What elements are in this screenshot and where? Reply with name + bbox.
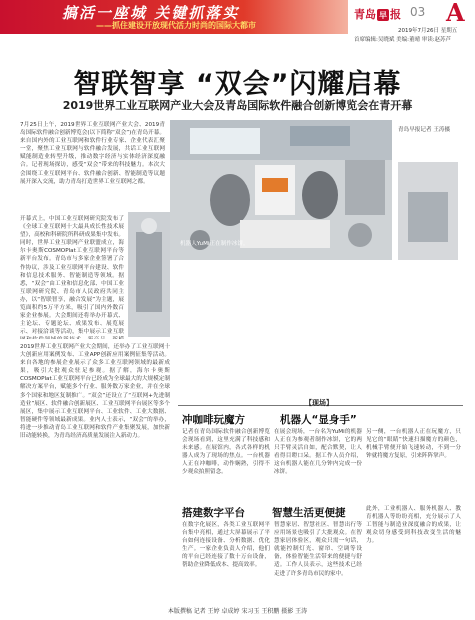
expo-photo [170,120,392,260]
page-headline: 智联智享 “双会”闪耀启幕 [73,69,402,100]
byline-footer: 本版撰稿 记者 王婷 卓成婷 宋习玉 王积鹏 摄影 王涛 [167,608,308,615]
section-letter: A [446,0,465,27]
subhead-digital-platform: 搭建数字平台 [182,507,245,519]
low-column-3: 此外，工业机器人、服务机器人、教育机器人等纷纷亮相，充分展示了人工智能与制造业深度融合的成果，让观众切身感受到科技改变生活的魅力。 [366,506,461,545]
logo-mark: 早 [379,10,387,20]
newspaper-logo [354,6,401,22]
left-lower-body-text: 2019世界工业互联网产业大会期间，还举办了工业互联网十大创新应用案例发布、工业APP创新应用案例征集等活动。来自各地的参展企业展示了众多工业互联网领域的最新成果，吸引大批观众驻足参观。据了解，海尔卡奥斯COSMOPlat工业互联网平台已经成为全球最大的大规模定制解决方案平台，赋能多个行业、服务数万家企业，并在全球多个国家和地区复制推广。“双会”还设立了“互联网+先进制造业”展区、软件融合创新展区、工业互联网平台展区等多个展区，集中展示工业互联网平台、工业软件、工业大数据、智能硬件等领域最新成果。业内人士表示，“双会”的举办，将进一步推动青岛工业互联网和软件产业集聚发展，加快新旧动能转换，为青岛经济高质量发展注入新动力。 [20,344,170,440]
logo-left: 青岛 [354,8,376,21]
logo-right: 报 [390,8,401,21]
subhead-robots-show: 机器人“显身手” [280,414,357,426]
mid-column-1: 记者在青岛国际软件融合创新博览会现场看到，这里充满了科技感和未来感。在展馆内，各式各样的机器人成为了现场的焦点。一台机器人正在冲咖啡，动作娴熟，引得不少观众拍照留念。 [182,429,270,476]
hidden-extra [20,597,21,598]
robot-photo-illustration [170,120,392,260]
subhead-coffee-rubik: 冲咖啡玩魔方 [182,414,245,426]
page-subheadline: 2019世界工业互联网产业大会及青岛国际软件融合创新博览会在青开幕 [62,99,413,112]
page-number: 03 [410,5,426,19]
photo-caption: 机器人YuMi正在制作冰饼。 [180,241,249,247]
top-slogan-banner [0,0,348,34]
low-column-2: 智慧家居、智慧社区、智慧出行等应用场景也吸引了大批观众。在智慧家居体验区，观众只需一句话，就能控制灯光、窗帘、空调等设备，体验智能生活带来的便捷与舒适。工作人员表示，这些技术已经走进了许多青岛市民的家中。 [274,522,362,577]
banner-subslogan: ——抓住建设开放现代活力时尚的国际大都市 [96,21,256,30]
side-caption: 青岛早报记者 王涛摄 [398,127,451,133]
subhead-smart-life: 智慧生活更便捷 [272,507,346,519]
section-tag: 【现场】 [305,399,333,407]
low-column-1: 在数字化展区，各类工业互联网平台集中亮相，通过大屏幕展示了平台如何连接设备、分析数据、优化生产。一家企业负责人介绍，他们的平台已经连接了数十万台设备，帮助企业降低成本、提高效率。 [182,522,270,569]
left-body-text: 开幕式上，中国工业互联网研究院发布了《全球工业互联网十大最具成长性技术展望》，高校和科研院所科研成果集中发布。同时，世界工业互联网产业联盟成立，海尔卡奥斯COSMOPlat工业互联网平台等新平台发布。青岛市与多家企业签署了合作协议，涉及工业互联网平台建设、软件和信息技术服务、智能制造等领域。据悉，“双会”由工业和信息化部、中国工业互联网研究院、青岛市人民政府共同主办，以“智联智享，融合发展”为主题，展览面积约5万平方米，吸引了国内外数百家企业参展。大会期间还将举办开幕式、主论坛、专题论坛、成果发布、展览展示、对接洽谈等活动，集中展示工业互联 [20,216,124,336]
mid-column-3: 另一侧，一台机器人正在玩魔方，只见它的“眼睛”快速扫描魔方的颜色，机械手臂便开始飞速转动，不到一分钟就将魔方复原，引来阵阵掌声。 [366,429,461,460]
issue-date: 2019年7月26日 星期五 [398,28,458,34]
lead-paragraph: 7月25日上午，2019世界工业互联网产业大会、2019青岛国际软件融合创新博览会(以下简称“双会”)在青岛开幕。来自国内外的工业互联网和软件行业专家、企业代表汇聚一堂，聚焦工业互联网与软件融合发展，共话工业互联网赋能制造业转型升级，推动数字经济与实体经济深度融合。记者现场探访，感受“双会”带来的科技魅力。本次大会围绕工业互联网平台、软件融合创新、智能制造等议题展开深入交流，助力青岛打造世界工业互联网之都。 [20,122,165,185]
robot-side-photo [128,212,170,337]
editor-credits: 首席编辑:吴晓斌 美编:董晴 审读:赵苏芦 [354,37,452,43]
mid-column-2: 在展会现场，一台名为YuMi的机器人正在为参观者制作冰饼，它的两只手臂灵活自如，配合默契，让人看得目瞪口呆。据工作人员介绍，这台机器人能在几分钟内完成一份冰饼。 [274,429,362,476]
banner-slogan: 搞活一座城 关键抓落实 [62,4,240,22]
robot-detail-photo [398,162,458,260]
masthead [350,0,475,46]
